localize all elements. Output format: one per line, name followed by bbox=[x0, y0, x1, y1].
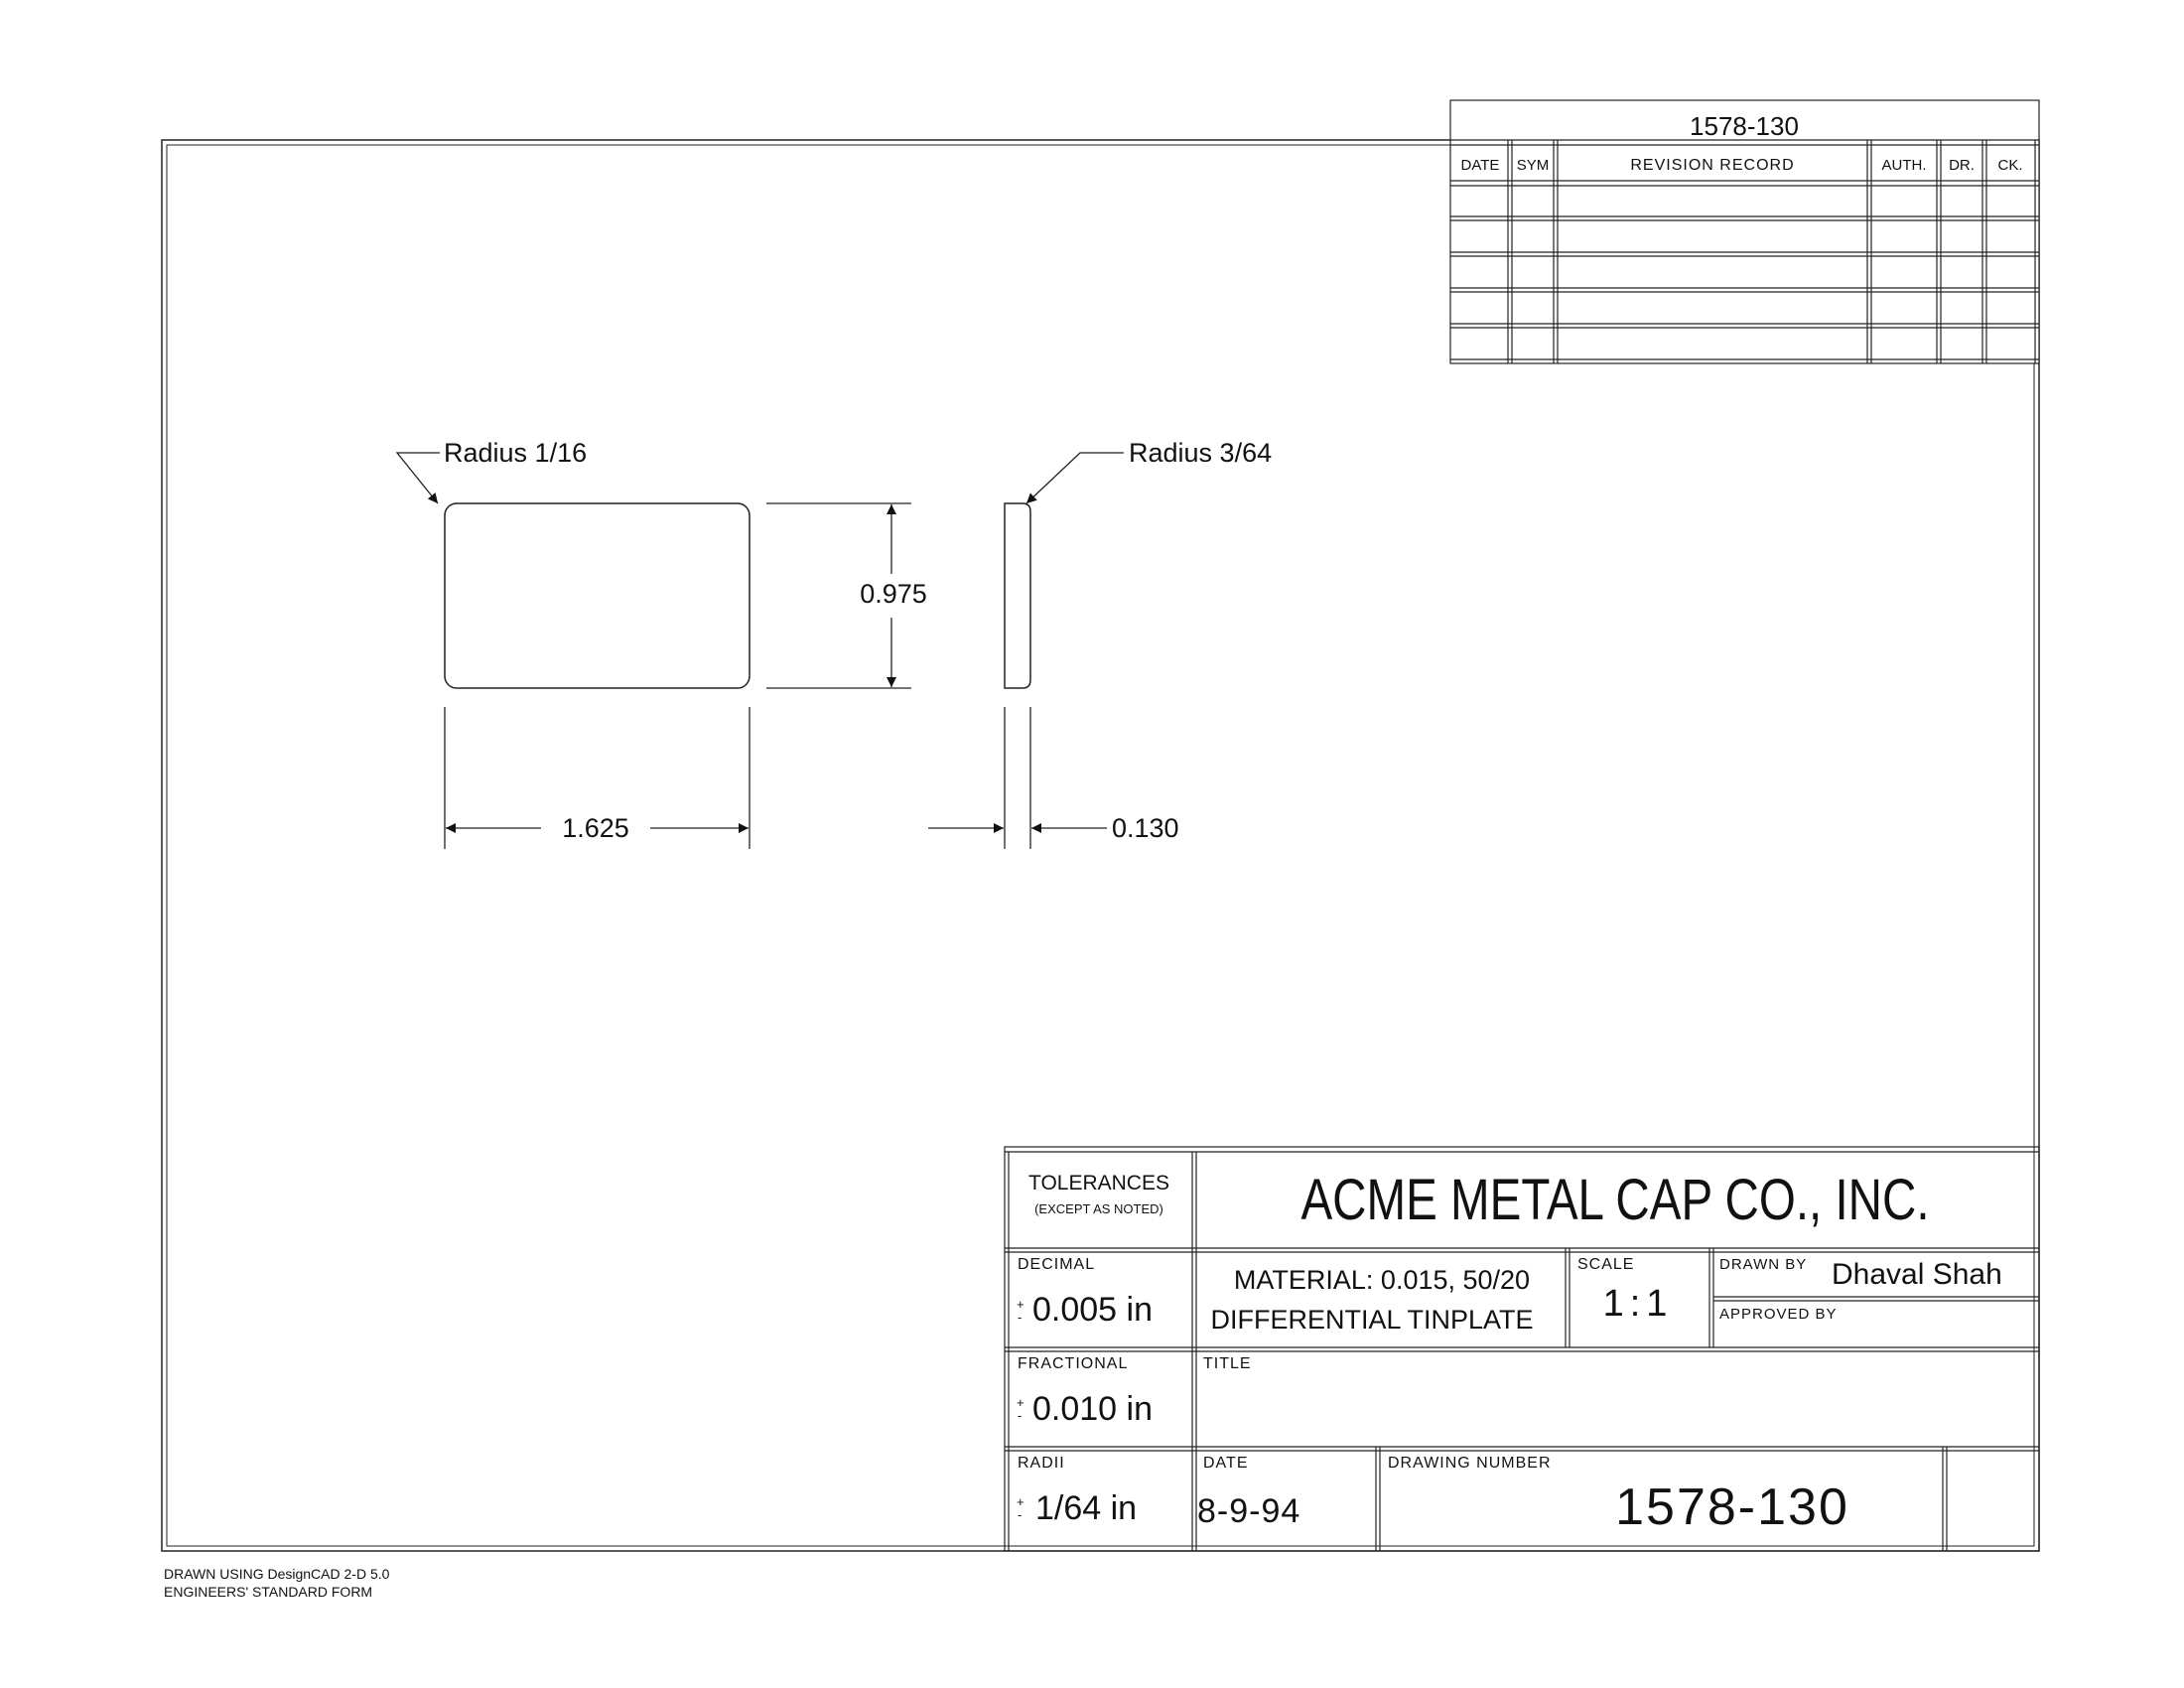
date-value: 8-9-94 bbox=[1197, 1492, 1301, 1530]
radii-minus: - bbox=[1018, 1507, 1023, 1522]
scale-value: 1:1 bbox=[1602, 1283, 1674, 1325]
drawing-number-value: 1578-130 bbox=[1615, 1478, 1849, 1536]
fractional-label: FRACTIONAL bbox=[1018, 1355, 1129, 1372]
date-label: DATE bbox=[1203, 1455, 1249, 1472]
tolerances-label: TOLERANCES bbox=[1028, 1172, 1169, 1195]
drawing-number-label: DRAWING NUMBER bbox=[1388, 1455, 1552, 1472]
part-front-view bbox=[445, 503, 750, 688]
width-dimension-value: 1.625 bbox=[562, 813, 629, 843]
title-label: TITLE bbox=[1203, 1355, 1252, 1372]
radius-left-label: Radius 1/16 bbox=[444, 438, 588, 468]
height-dimension-value: 0.975 bbox=[860, 579, 927, 609]
part-side-view bbox=[1005, 503, 1030, 688]
thickness-dimension-value: 0.130 bbox=[1112, 813, 1179, 843]
approved-by-label: APPROVED BY bbox=[1719, 1306, 1838, 1323]
scale-label: SCALE bbox=[1577, 1256, 1635, 1273]
fractional-plus: + bbox=[1017, 1395, 1024, 1410]
revision-number: 1578-130 bbox=[1690, 111, 1799, 141]
footer-line1: DRAWN USING DesignCAD 2-D 5.0 bbox=[164, 1566, 390, 1582]
radii-value: 1/64 in bbox=[1035, 1489, 1138, 1527]
revision-header-ck: CK. bbox=[1997, 157, 2023, 174]
material-line1: MATERIAL: 0.015, 50/20 bbox=[1233, 1265, 1531, 1295]
footer-line2: ENGINEERS' STANDARD FORM bbox=[164, 1584, 373, 1600]
material-line2: DIFFERENTIAL TINPLATE bbox=[1210, 1305, 1534, 1335]
company-name: ACME METAL CAP CO., INC. bbox=[1300, 1168, 1930, 1233]
decimal-value: 0.005 in bbox=[1032, 1291, 1153, 1329]
radii-label: RADII bbox=[1018, 1455, 1065, 1472]
drawn-by-value: Dhaval Shah bbox=[1832, 1258, 2002, 1291]
revision-header-auth: AUTH. bbox=[1881, 157, 1927, 174]
decimal-minus: - bbox=[1018, 1310, 1023, 1325]
radii-plus: + bbox=[1017, 1494, 1024, 1509]
radius-labels bbox=[444, 438, 1272, 468]
footer-notes bbox=[164, 1565, 389, 1601]
drawn-by-label: DRAWN BY bbox=[1719, 1256, 1808, 1273]
thickness-dimension bbox=[928, 707, 1107, 849]
revision-header-record: REVISION RECORD bbox=[1630, 157, 1795, 174]
decimal-label: DECIMAL bbox=[1018, 1256, 1096, 1273]
fractional-minus: - bbox=[1018, 1408, 1023, 1423]
decimal-plus: + bbox=[1017, 1297, 1024, 1312]
fractional-value: 0.010 in bbox=[1032, 1390, 1153, 1428]
title-block-text bbox=[1017, 1169, 2002, 1536]
radius-right-label: Radius 3/64 bbox=[1129, 438, 1273, 468]
revision-header-sym: SYM bbox=[1516, 157, 1550, 174]
revision-header-date: DATE bbox=[1460, 157, 1500, 174]
revision-header-dr: DR. bbox=[1949, 157, 1975, 174]
tolerances-note: (EXCEPT AS NOTED) bbox=[1034, 1201, 1163, 1216]
